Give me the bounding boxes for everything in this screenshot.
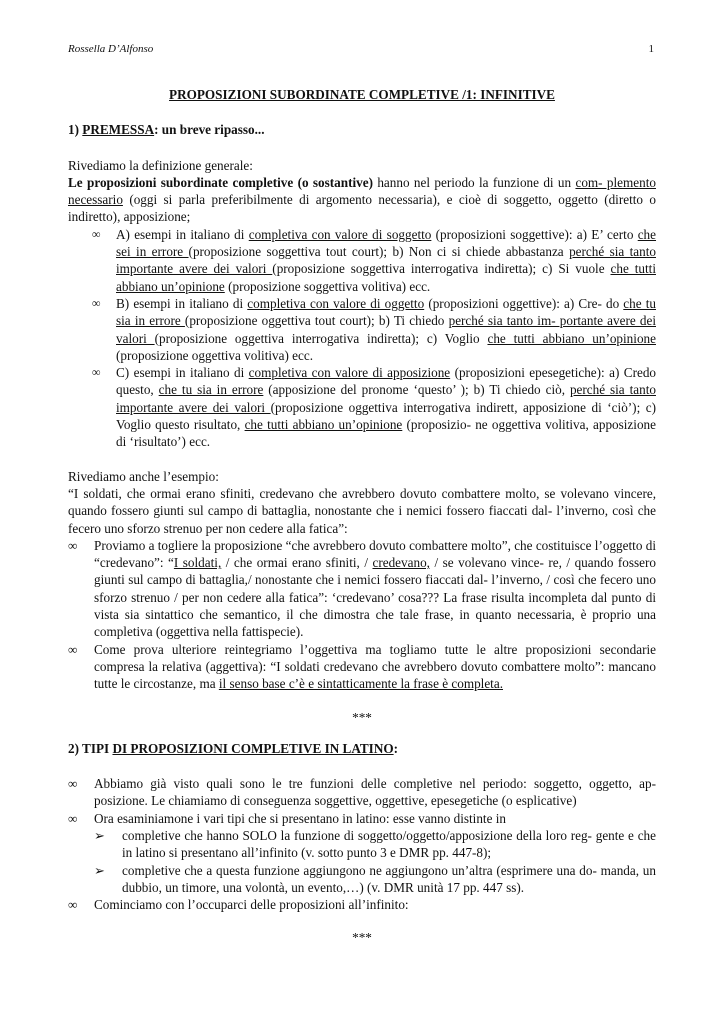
item-text: C) esempi in italiano di [116,365,249,381]
item-text: Abbiamo già visto quali sono le tre funzioni delle completive nel periodo: soggetto, oggetto, ap- posizione. Le chiamiamo di conseguenza soggettive, oggettive, epesegetiche (o esplicative) [94,776,656,809]
page-header [68,42,654,56]
section2-heading [68,740,656,757]
item-underlined: che sei in errore [116,226,657,260]
item-underlined: che tu sia in errore [116,295,656,329]
item-text: completive che a questa funzione aggiungono ne aggiungono un’altra (esprimere una do- manda, un dubbio, un timore, una volontà, un evento,…) (v. DMR unità 17 pp. 447 ss). [122,862,656,895]
section2-item-2 [68,810,656,827]
item-text: (proposizio- ne oggettiva volitiva, apposizione di ‘risultato’) ecc. [116,417,656,450]
definition-intro: Rivediamo la definizione generale: [68,157,253,173]
item-text: completive che hanno SOLO la funzione di soggetto/oggetto/apposizione della loro reg- gente e che in latino si presentano all’infinito (v. sotto punto 3 e DMR pp. 447-8); [122,827,656,861]
infinity-bullet-icon: ∞ [68,810,78,826]
infinity-bullet-icon: ∞ [68,537,78,553]
item-underlined: completiva con valore di soggetto [248,226,432,242]
example-quote: “I soldati, che ormai erano sfiniti, credevano che avrebbero dovuto combattere molto, se volevano vincere, quando fossero giunti sul campo di battaglia, nonostante che i nemici fossero fiaccati dal- l’inverno, così che fecero uno sforzo strenuo per non cedere alla fatica”: [68,485,656,536]
item-underlined: il senso base c’è e sintatticamente la frase è completa. [218,676,503,692]
item-text: (proposizione oggettiva interrogativa indiretta); c) Voglio [154,330,488,346]
section1-heading [68,121,656,138]
header-author: Rossella D’Alfonso [68,43,154,55]
item-text: (proposizione soggettiva tout court); b) Non ci si chiede abbastanza [188,244,570,260]
item-underlined: completiva con valore di apposizione [248,365,451,381]
item-text: (proposizione soggettiva volitiva) ecc. [224,278,431,294]
item-underlined: I soldati, [173,555,222,571]
item-underlined: che tutti abbiano un’opinione [244,417,403,433]
spacer [68,451,656,468]
section2-subitem-2 [68,862,656,897]
section2-heading-end: : [393,740,399,756]
section2-item-3 [68,896,656,913]
item-underlined: che tutti abbiano un’opinione [487,330,656,346]
definition-bold: Le proposizioni subordinate completive (o sostantive) [68,174,373,190]
section1-number: 1) [68,122,83,138]
example-intro: Rivediamo anche l’esempio: [68,468,219,484]
definition-text: hanno nel periodo la funzione di un [373,174,576,190]
item-underlined: completiva con valore di oggetto [247,295,425,311]
definition-paragraph [68,174,656,226]
proof-item-1 [68,537,656,641]
section2-heading-text: 2) TIPI [68,740,113,756]
infinity-bullet-icon: ∞ [92,226,101,241]
item-text: (proposizione oggettiva tout court); b) Ti chiedo [184,313,449,329]
item-text: (apposizione del pronome ‘questo’ ); b) Ti chiedo ciò, [263,382,570,398]
item-text: / che ormai erano sfiniti, / [221,555,373,571]
item-text: (proposizioni epesegetiche): a) Credo questo, [116,365,657,398]
infinity-bullet-icon: ∞ [68,641,78,657]
item-underlined: credevano, [372,555,430,571]
item-text: A) esempi in italiano di [116,226,249,242]
infinity-bullet-icon: ∞ [68,897,78,913]
arrow-bullet-icon: ➢ [94,862,106,878]
item-underlined: che tu sia in errore [158,382,264,398]
item-text: Cominciamo con l’occuparci delle proposizioni all’infinito: [94,897,409,913]
page-content [68,86,656,961]
item-text: / se volevano vince- re, / quando fossero giunti sul campo di battaglia,/ nonostante che i nemici fossero fiaccati dal- l’inverno, / così che fecero uno sforzo strenuo / per non cedere alla fatica”: ‘credevano’ cosa??? La frase risulta incompleta dal punto di vista sia sintattico che semantico, il che dimostra che tale frase, in quanto necessaria, è proprio una completiva (oggettiva nella fattispecie). [94,555,656,640]
section-separator: *** [352,709,372,725]
item-underlined: che tutti abbiano un’opinione [116,261,656,294]
item-text: Ora esaminiamone i vari tipi che si presentano in latino: esse vanno distinte in [94,810,507,826]
item-text: (proposizione soggettiva interrogativa indiretta); c) Si vuole [272,261,611,277]
section2-heading-underlined: DI PROPOSIZIONI COMPLETIVE IN LATINO [112,740,394,756]
infinity-bullet-icon: ∞ [68,776,78,792]
infinity-bullet-icon: ∞ [92,365,101,380]
example-item-c [68,364,656,450]
example-item-b [68,295,656,364]
item-text: Proviamo a togliere la proposizione “che avrebbero dovuto combattere molto”, che costituisce l’oggetto di “credevano”: “ [94,537,656,571]
section2-subitem-1 [68,827,656,862]
item-underlined: perché sia tanto importante avere dei valori [116,382,656,415]
item-text: Come prova ulteriore reintegriamo l’oggettiva ma togliamo tutte le altre proposizioni secondarie compresa la relativa (aggettiva): “I soldati credevano che avrebbero dovuto combattere molto”: mancano tutte le circostanze, ma [94,641,656,692]
section1-heading-underlined: PREMESSA [82,122,155,138]
section1-heading-rest: : un breve ripasso... [154,122,265,138]
page-number: 1 [648,43,654,55]
document-title: PROPOSIZIONI SUBORDINATE COMPLETIVE /1: INFINITIVE [169,87,555,102]
item-text: B) esempi in italiano di [116,295,248,311]
item-underlined: perché sia tanto im- portante avere dei valori [116,313,656,346]
section2-item-1 [68,775,656,810]
item-underlined: perché sia tanto importante avere dei valori [116,244,656,277]
item-text: (proposizione oggettiva interrogativa indirett, apposizione di ‘ciò’); c) Voglio questo risultato, [116,399,656,433]
definition-underlined: com- plemento necessario [68,174,656,208]
definition-text-end: (oggi si parla preferibilmente di argomento necessaria), e cioè di soggetto, oggetto (diretto o indiretto), apposizione; [68,192,656,225]
arrow-bullet-icon: ➢ [94,827,106,843]
section-separator-bottom: *** [352,930,372,946]
proof-item-2 [68,641,656,693]
item-text: (proposizioni soggettive): a) E’ certo [431,226,638,242]
example-item-a [68,226,656,295]
item-text: (proposizioni oggettive): a) Cre- do [424,295,624,311]
infinity-bullet-icon: ∞ [92,295,101,310]
item-text: (proposizione oggettiva volitiva) ecc. [116,347,314,363]
